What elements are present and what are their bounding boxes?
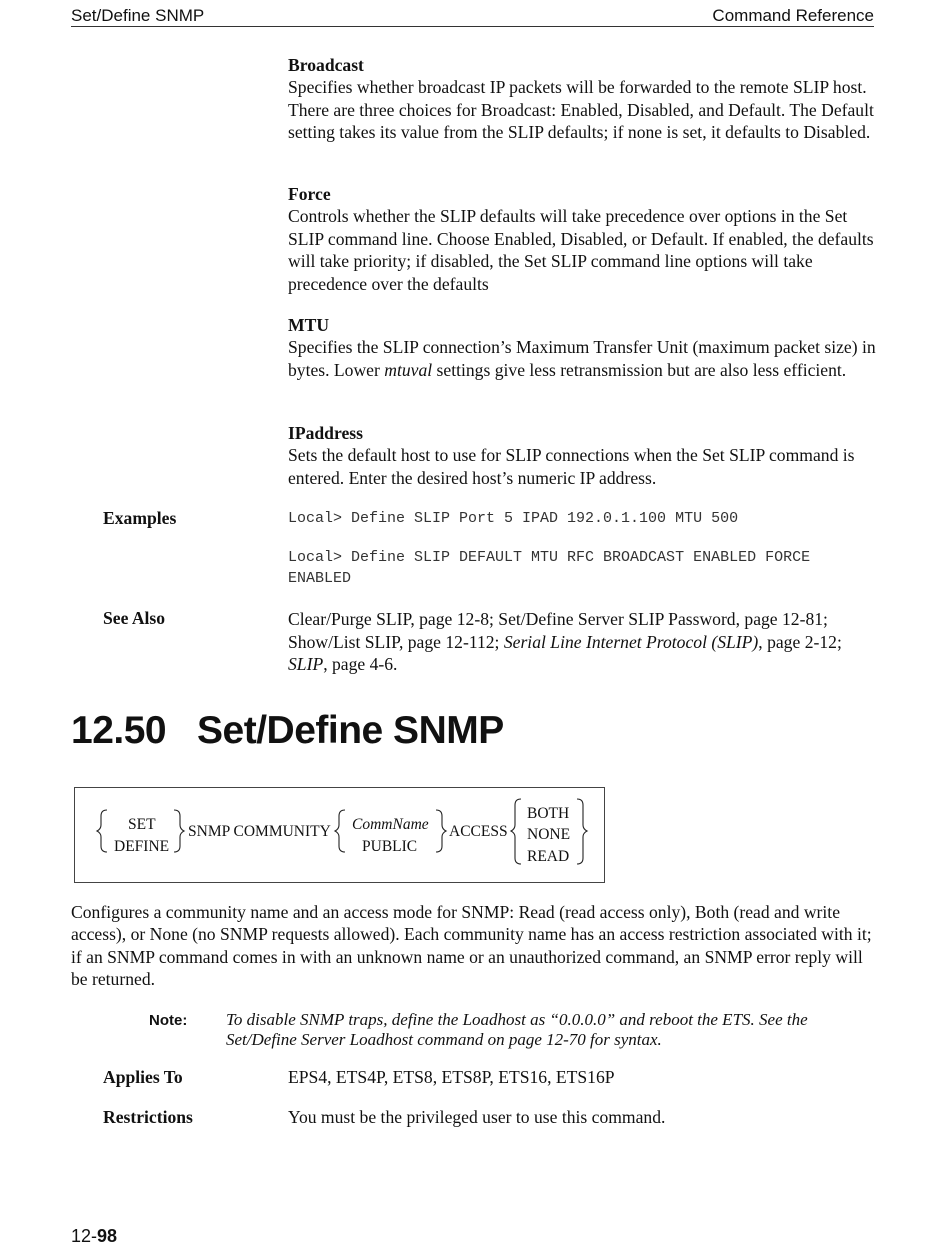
see-also-label: See Also [103, 608, 166, 628]
param-text: Sets the default host to use for SLIP connections when the Set SLIP command is entered. Enter the desired host’s numeric IP address. [288, 445, 855, 488]
brace-left [335, 810, 345, 852]
syntax-option: CommName [352, 816, 429, 833]
brace-right [577, 799, 587, 864]
see-also-italic: Serial Line Internet Protocol (SLIP) [503, 631, 759, 652]
page-prefix: 12- [71, 1226, 98, 1246]
see-also-italic: SLIP [288, 654, 324, 675]
page-num: 98 [97, 1226, 118, 1246]
param-force [288, 183, 878, 295]
restrictions-value: You must be the privileged user to use this command. [288, 1107, 666, 1127]
note-label: Note: [149, 1012, 188, 1029]
param-text [288, 336, 878, 381]
applies-to-label: Applies To [103, 1067, 183, 1087]
section-heading [71, 709, 504, 753]
param-text-a: Specifies the SLIP connection’s Maximum Transfer Unit (maximum packet size) in bytes. Lower [288, 337, 876, 380]
brace-left [511, 799, 521, 864]
param-title: Force [288, 184, 331, 204]
see-also-part: , page 4-6. [323, 654, 398, 675]
brace-left [97, 810, 107, 852]
brace-right [436, 810, 446, 852]
syntax-option: SET [128, 816, 156, 833]
see-also-part: , page 2-12; [758, 631, 842, 652]
section-title: Set/Define SNMP [197, 709, 504, 752]
header-right: Command Reference [712, 6, 874, 25]
param-ipaddress [288, 422, 878, 489]
examples-label: Examples [103, 508, 177, 528]
example-line: Local> Define SLIP DEFAULT MTU RFC BROADCAST ENABLED FORCE ENABLED [288, 549, 811, 587]
syntax-option: NONE [527, 826, 571, 843]
param-title: IPaddress [288, 423, 363, 443]
brace-right [174, 810, 184, 852]
running-header [71, 6, 874, 27]
syntax-option: BOTH [527, 805, 570, 822]
param-mtu [288, 314, 878, 381]
param-title: MTU [288, 315, 330, 335]
param-broadcast [288, 54, 878, 144]
syntax-keyword: SNMP COMMUNITY [188, 823, 331, 840]
syntax-option: READ [527, 848, 570, 865]
page-number [71, 1226, 117, 1247]
syntax-option: PUBLIC [362, 838, 418, 855]
section-number: 12.50 [71, 709, 167, 752]
header-left: Set/Define SNMP [71, 6, 205, 25]
syntax-option: DEFINE [114, 838, 170, 855]
param-title: Broadcast [288, 55, 364, 75]
restrictions-label: Restrictions [103, 1107, 193, 1127]
param-text-emphasis: mtuval [384, 359, 433, 380]
syntax-keyword: ACCESS [449, 823, 508, 840]
see-also-part: Clear/Purge SLIP, page 12-8; Set/Define Server SLIP Password, page 12-81; Show/List SLIP, page 12-112; [288, 609, 828, 652]
param-text: Specifies whether broadcast IP packets will be forwarded to the remote SLIP host. There are three choices for Broadcast: Enabled, Disabled, and Default. The Default setting takes its value from the SLIP defaults; if none is set, it defaults to Disabled. [288, 77, 874, 143]
description: Configures a community name and an access mode for SNMP: Read (read access only), Both (read and write access), or None (no SNMP requests allowed). Each community name has an access restriction associated with it; if an SNMP command comes in with an unknown name or an unauthorized command, an SNMP error reply will be returned. [71, 902, 872, 990]
syntax-diagram [74, 787, 605, 883]
param-text: Controls whether the SLIP defaults will take precedence over options in the Set SLIP command line. Choose Enabled, Disabled, or Default. If enabled, the defaults will take priority; if disabled, the Set SLIP command line options will take precedence over the defaults [288, 206, 874, 294]
example-line: Local> Define SLIP Port 5 IPAD 192.0.1.100 MTU 500 [288, 510, 739, 527]
see-also-text [288, 608, 878, 676]
param-text-b: settings give less retransmission but are also less efficient. [432, 359, 847, 380]
note-text: To disable SNMP traps, define the Loadhost as “0.0.0.0” and reboot the ETS. See the Set/Define Server Loadhost command on page 12-70 for syntax. [226, 1010, 808, 1049]
applies-to-value: EPS4, ETS4P, ETS8, ETS8P, ETS16, ETS16P [288, 1067, 615, 1087]
